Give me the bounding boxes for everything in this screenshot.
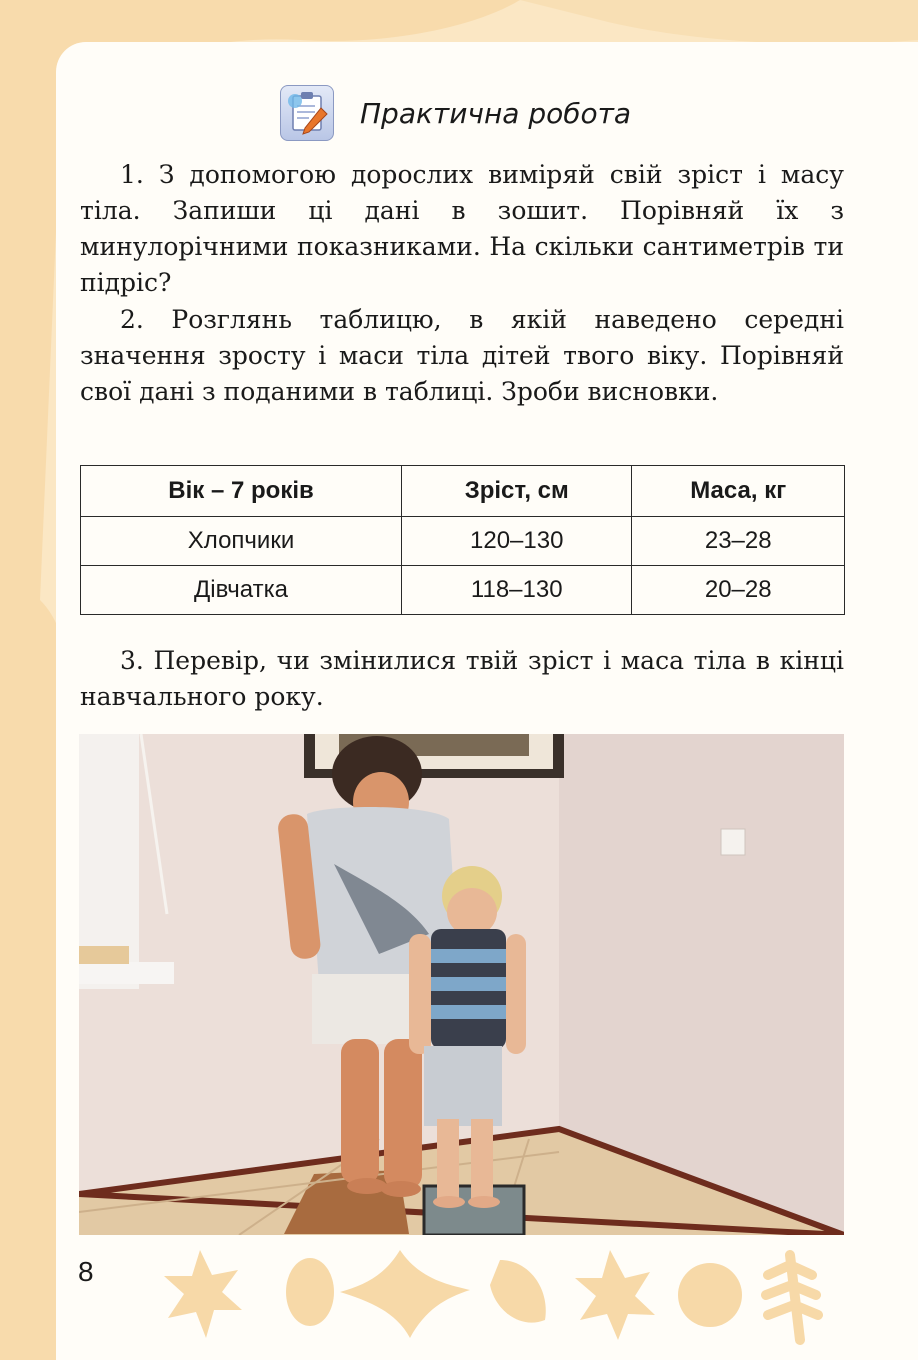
table-header-row	[81, 466, 845, 517]
autumn-leaves-decoration	[150, 1240, 870, 1350]
table-row	[81, 566, 845, 615]
table-cell: 118–130	[402, 566, 632, 615]
table-row	[81, 517, 845, 566]
task-2-text: 2. Розглянь таблицю, в якій наведено середні значення зросту і маси тіла дітей твого віку. Порівняй свої дані з поданими в таблиці. Зроби висновки.	[80, 305, 844, 406]
practical-work-header	[280, 84, 631, 142]
table-cell: Дівчатка	[81, 566, 402, 615]
height-weight-table	[80, 465, 845, 615]
table-header-height: Зріст, см	[402, 466, 632, 517]
photo-woman-measuring-boy	[79, 734, 844, 1235]
table-header-weight: Маса, кг	[632, 466, 845, 517]
table-cell: Хлопчики	[81, 517, 402, 566]
table-header-age: Вік – 7 років	[81, 466, 402, 517]
page-title: Практична робота	[360, 96, 632, 130]
table-cell: 20–28	[632, 566, 845, 615]
task-3-text: 3. Перевір, чи змінилися твій зріст і маса тіла в кінці навчального року.	[80, 646, 844, 711]
task-1-text: 1. З допомогою дорослих виміряй свій зріст і масу тіла. Запиши ці дані в зошит. Порівняй їх з минулорічними показниками. На скільки сантиметрів ти підріс?	[80, 160, 844, 297]
table-cell: 120–130	[402, 517, 632, 566]
table-cell: 23–28	[632, 517, 845, 566]
page-number: 8	[78, 1256, 94, 1287]
clipboard-pencil-icon	[280, 85, 334, 141]
